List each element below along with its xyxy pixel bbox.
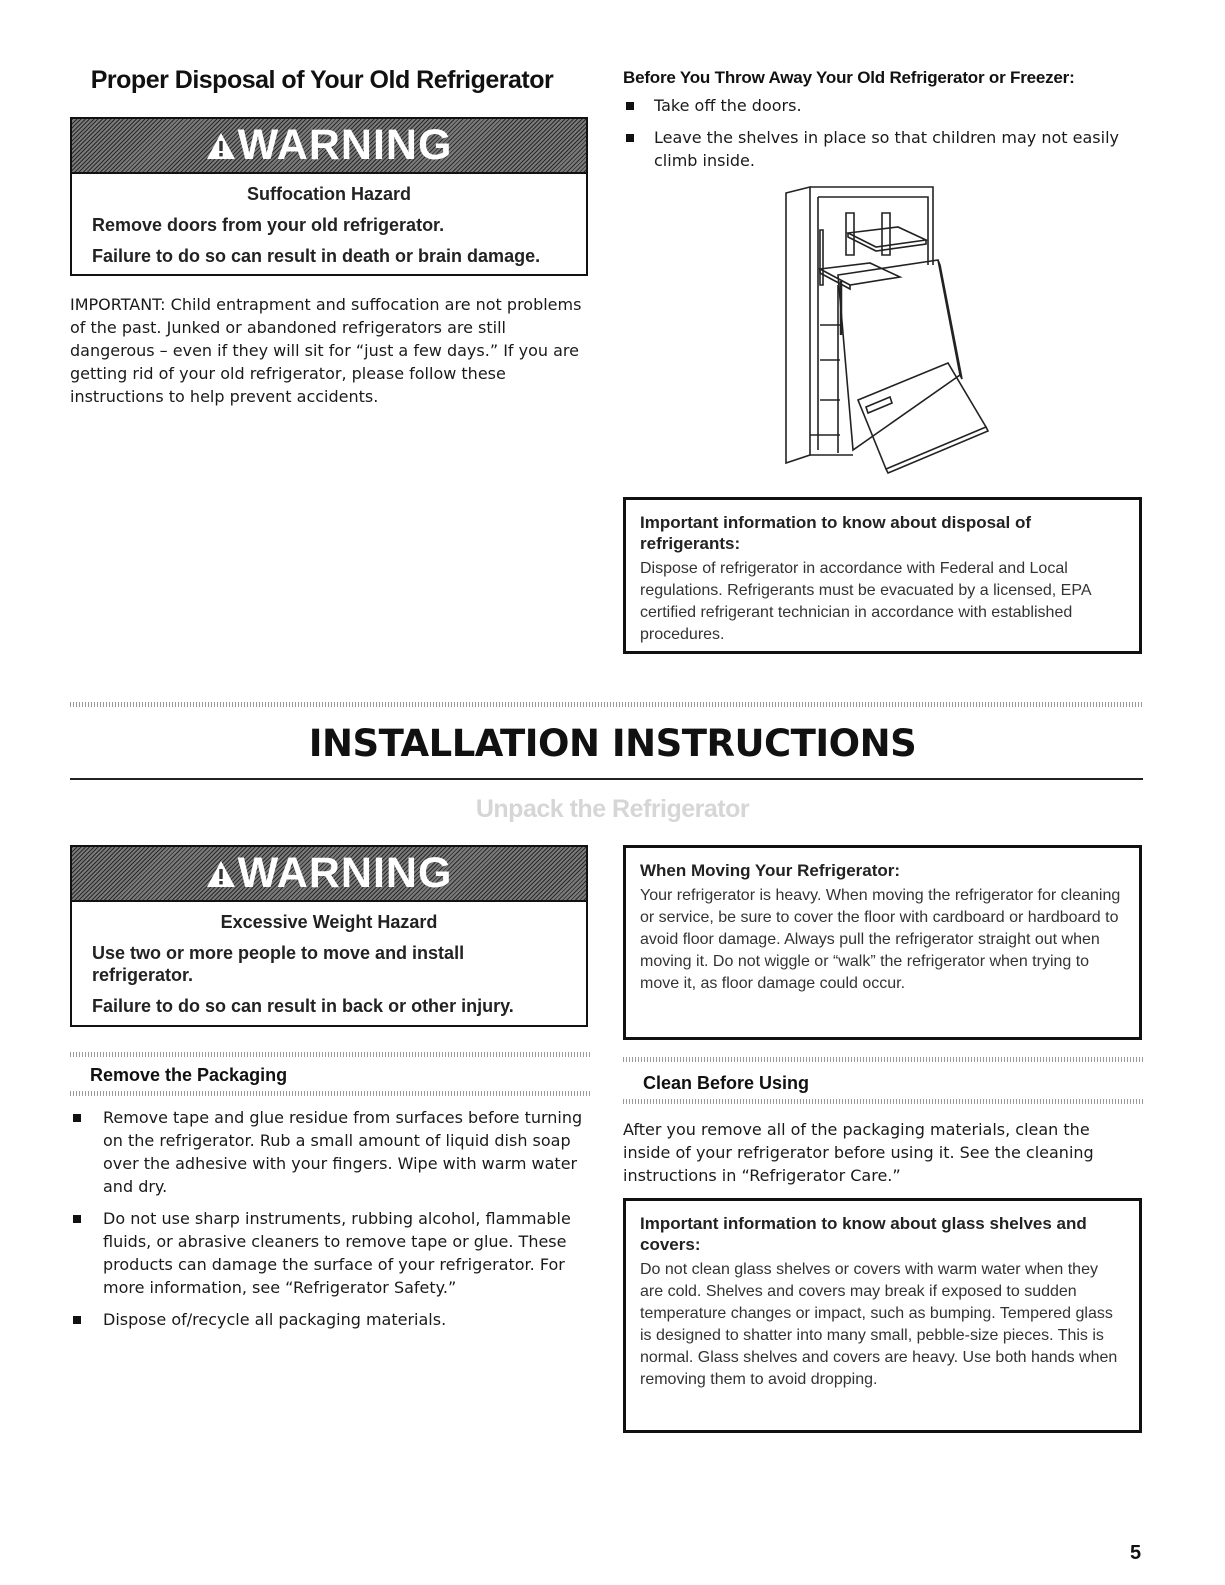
moving-refrigerator-box: [623, 845, 1142, 1040]
important-label: IMPORTANT:: [70, 295, 166, 314]
before-throw-away-heading: Before You Throw Away Your Old Refrigerator or Freezer:: [623, 68, 1075, 87]
important-text: Child entrapment and suffocation are not problems of the past. Junked or abandoned refrigerators are still dangerous – even if they will sit for “just a few days.” If you are getting rid of your old refrigerator, please follow these instructions to help prevent accidents.: [70, 295, 582, 406]
warning-banner: [72, 119, 586, 174]
section-divider: [623, 1099, 1143, 1104]
refrigerator-doors-removed-illustration: [778, 185, 993, 475]
hazard-label: Excessive Weight Hazard: [220, 912, 438, 932]
list-item: Remove tape and glue residue from surfaces before turning on the refrigerator. Rub a small amount of liquid dish soap over the adhesive with your fingers. Wipe with warm water and dry.: [70, 1106, 585, 1198]
warning-line-1: Use two or more people to move and install refrigerator.: [92, 943, 465, 985]
warning-line-1: Remove doors from your old refrigerator.: [92, 215, 445, 235]
clean-paragraph: After you remove all of the packaging materials, clean the inside of your refrigerator before using it. See the cleaning instructions in “Refrigerator Care.”: [623, 1120, 1094, 1185]
weight-warning-box: [70, 845, 588, 1027]
hazard-label: Suffocation Hazard: [246, 184, 411, 204]
title-rule: [70, 778, 1143, 780]
installation-title: INSTALLATION INSTRUCTIONS: [308, 722, 917, 765]
refrigerant-disposal-box: [623, 497, 1142, 654]
list-item: Leave the shelves in place so that children may not easily climb inside.: [623, 126, 1133, 172]
important-paragraph: [70, 293, 590, 408]
warning-triangle-icon: [206, 131, 236, 161]
warning-triangle-icon: [206, 859, 236, 889]
list-item: Take off the doors.: [623, 94, 1133, 117]
refrigerant-box-title: Important information to know about disposal of refrigerants:: [640, 513, 1031, 553]
section-divider: [623, 1057, 1143, 1062]
warning-line-2: Failure to do so can result in death or brain damage.: [92, 246, 541, 266]
section-divider: [70, 702, 1143, 707]
section-divider: [70, 1052, 590, 1057]
unpack-subtitle: Unpack the Refrigerator: [475, 795, 750, 823]
packaging-heading: Remove the Packaging: [90, 1065, 288, 1085]
section-divider: [70, 1091, 590, 1096]
moving-box-title: When Moving Your Refrigerator:: [640, 861, 901, 880]
warning-title: WARNING: [237, 849, 453, 897]
suffocation-warning-box: [70, 117, 588, 276]
glass-shelves-box: [623, 1198, 1142, 1433]
glass-box-title: Important information to know about glass shelves and covers:: [640, 1214, 1087, 1254]
refrigerant-box-text: Dispose of refrigerator in accordance with Federal and Local regulations. Refrigerants must be evacuated by a licensed, EPA certified refrigerant technician in accordance with established procedures.: [640, 560, 1091, 643]
warning-line-2: Failure to do so can result in back or other injury.: [92, 996, 514, 1016]
list-item: Dispose of/recycle all packaging materials.: [70, 1308, 585, 1331]
warning-title: WARNING: [237, 121, 453, 169]
list-item: Do not use sharp instruments, rubbing alcohol, flammable fluids, or abrasive cleaners to remove tape or glue. These products can damage the surface of your refrigerator. For more information, see “Refrigerator Safety.”: [70, 1207, 585, 1299]
before-throw-away-list: [623, 94, 1133, 181]
disposal-heading: Proper Disposal of Your Old Refrigerator: [90, 66, 554, 94]
clean-heading: Clean Before Using: [643, 1073, 810, 1093]
glass-box-text: Do not clean glass shelves or covers with warm water when they are cold. Shelves and covers may break if exposed to sudden temperature changes or impact, such as bumping. Tempered glass is designed to shatter into many small, pebble-size pieces. This is normal. Glass shelves and covers are heavy. Use both hands when removing them to avoid dropping.: [640, 1261, 1118, 1388]
moving-box-text: Your refrigerator is heavy. When moving the refrigerator for cleaning or service, be sure to cover the floor with cardboard or hardboard to avoid floor damage. Always pull the refrigerator straight out when moving it. Do not wiggle or “walk” the refrigerator when trying to move it, as floor damage could occur.: [640, 887, 1121, 992]
packaging-list: [70, 1106, 585, 1340]
page-number: 5: [1130, 1542, 1142, 1564]
warning-banner: [72, 847, 586, 902]
